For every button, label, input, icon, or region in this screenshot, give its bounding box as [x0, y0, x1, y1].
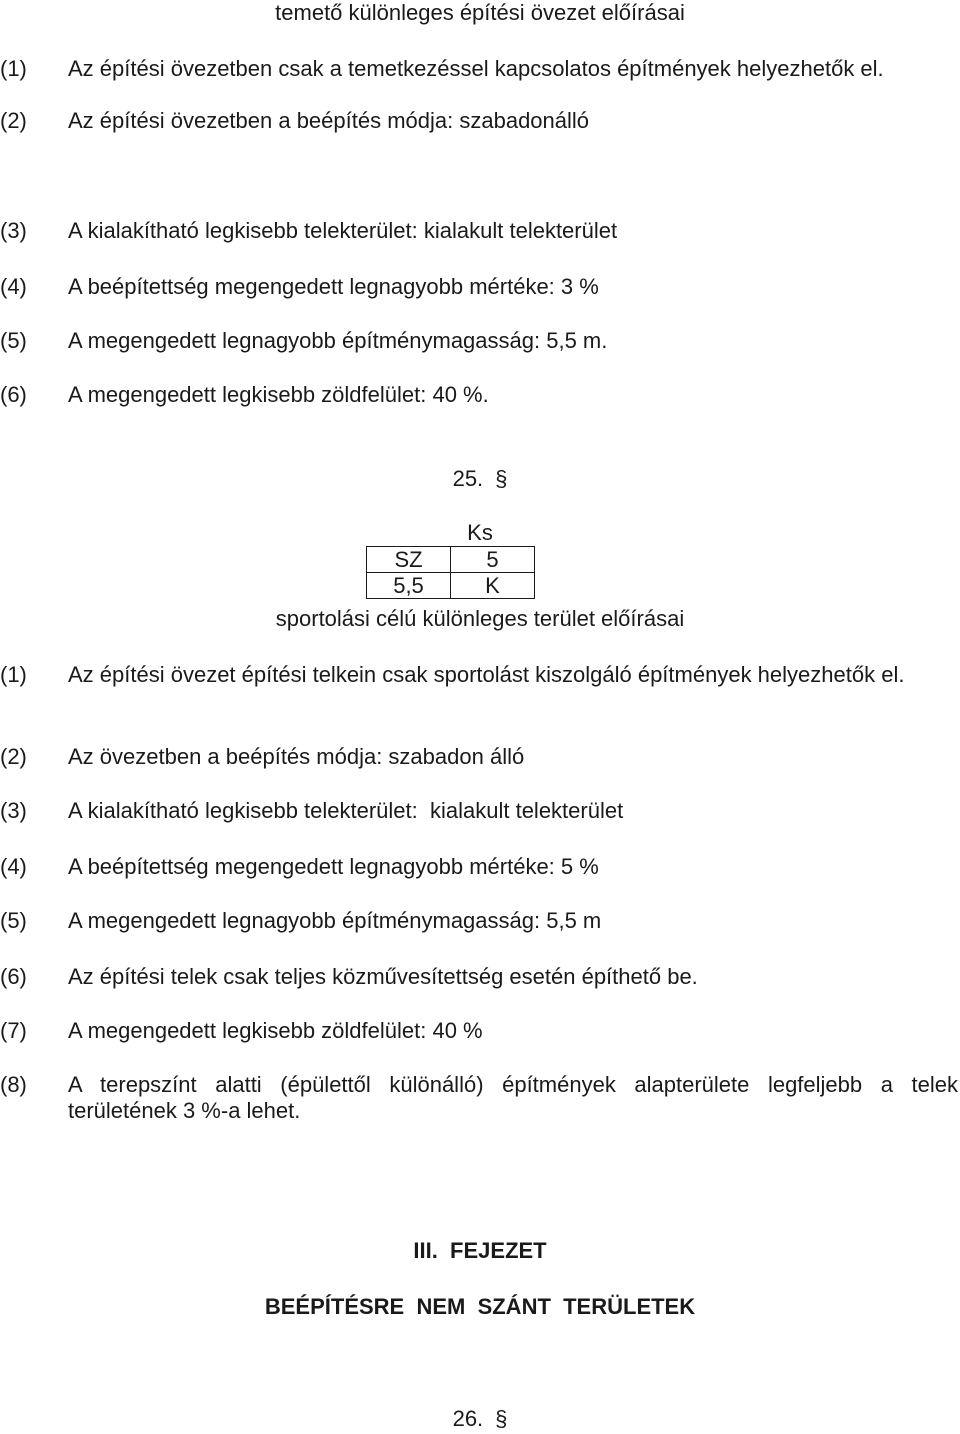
section-heading-26: [0, 1406, 960, 1432]
item-number: (3): [0, 798, 27, 823]
item-text: A terepszínt alatti (épülettől különálló) építmények alapterülete legfeljebb a telek területének 3 %-a lehet.: [68, 1072, 958, 1123]
item-number: (1): [0, 662, 27, 687]
section-sign-icon: §: [495, 1406, 508, 1431]
item-number: (4): [0, 274, 27, 299]
zone-title-cemetery: temető különleges építési övezet előírásai: [275, 0, 685, 25]
section-number: 26.: [452, 1406, 484, 1431]
item-number: (5): [0, 908, 27, 933]
item-text: A beépítettség megengedett legnagyobb mértéke: 3 %: [68, 274, 599, 299]
item-text: A megengedett legkisebb zöldfelület: 40 %.: [68, 382, 489, 407]
table-cell: 5: [451, 547, 535, 573]
item-number: (5): [0, 328, 27, 353]
item-number: (8): [0, 1072, 27, 1097]
item-text: Az övezetben a beépítés módja: szabadon álló: [68, 744, 525, 769]
item-text: Az építési övezetben csak a temetkezéssel kapcsolatos építmények helyezhetők el.: [68, 56, 884, 81]
item-text: A kialakítható legkisebb telekterület: kialakult telekterület: [68, 218, 618, 243]
item-text: Az építési övezetben a beépítés módja: szabadonálló: [68, 108, 590, 133]
zone-code: Ks: [467, 520, 493, 545]
item-text: A kialakítható legkisebb telekterület: kialakult telekterület: [68, 798, 624, 823]
item-number: (7): [0, 1018, 27, 1043]
table-cell: 5,5: [367, 573, 451, 599]
item-number: (6): [0, 964, 27, 989]
section-sign-icon: §: [495, 466, 508, 491]
item-text: Az építési övezet építési telkein csak sportolást kiszolgáló építmények helyezhetők el.: [68, 662, 905, 687]
item-text: A megengedett legkisebb zöldfelület: 40 %: [68, 1018, 483, 1043]
zone-parameter-table: [366, 546, 535, 599]
item-number: (1): [0, 56, 27, 81]
item-text: A megengedett legnagyobb építménymagasság: 5,5 m: [68, 908, 602, 933]
item-text: A beépítettség megengedett legnagyobb mértéke: 5 %: [68, 854, 599, 879]
chapter-subheading: BEÉPÍTÉSRE NEM SZÁNT TERÜLETEK: [264, 1294, 696, 1319]
chapter-heading: III. FEJEZET: [413, 1238, 547, 1263]
zone-title-sport: sportolási célú különleges terület előírásai: [275, 606, 685, 631]
section-number: 25.: [452, 466, 484, 491]
item-text: Az építési telek csak teljes közművesítettség esetén építhető be.: [68, 964, 698, 989]
item-number: (2): [0, 108, 27, 133]
item-text: A megengedett legnagyobb építménymagasság: 5,5 m.: [68, 328, 608, 353]
table-cell: SZ: [367, 547, 451, 573]
item-number: (3): [0, 218, 27, 243]
item-number: (2): [0, 744, 27, 769]
table-cell: K: [451, 573, 535, 599]
section-heading-25: [0, 466, 960, 492]
item-number: (4): [0, 854, 27, 879]
table-row: [367, 573, 535, 599]
table-row: [367, 547, 535, 573]
item-number: (6): [0, 382, 27, 407]
